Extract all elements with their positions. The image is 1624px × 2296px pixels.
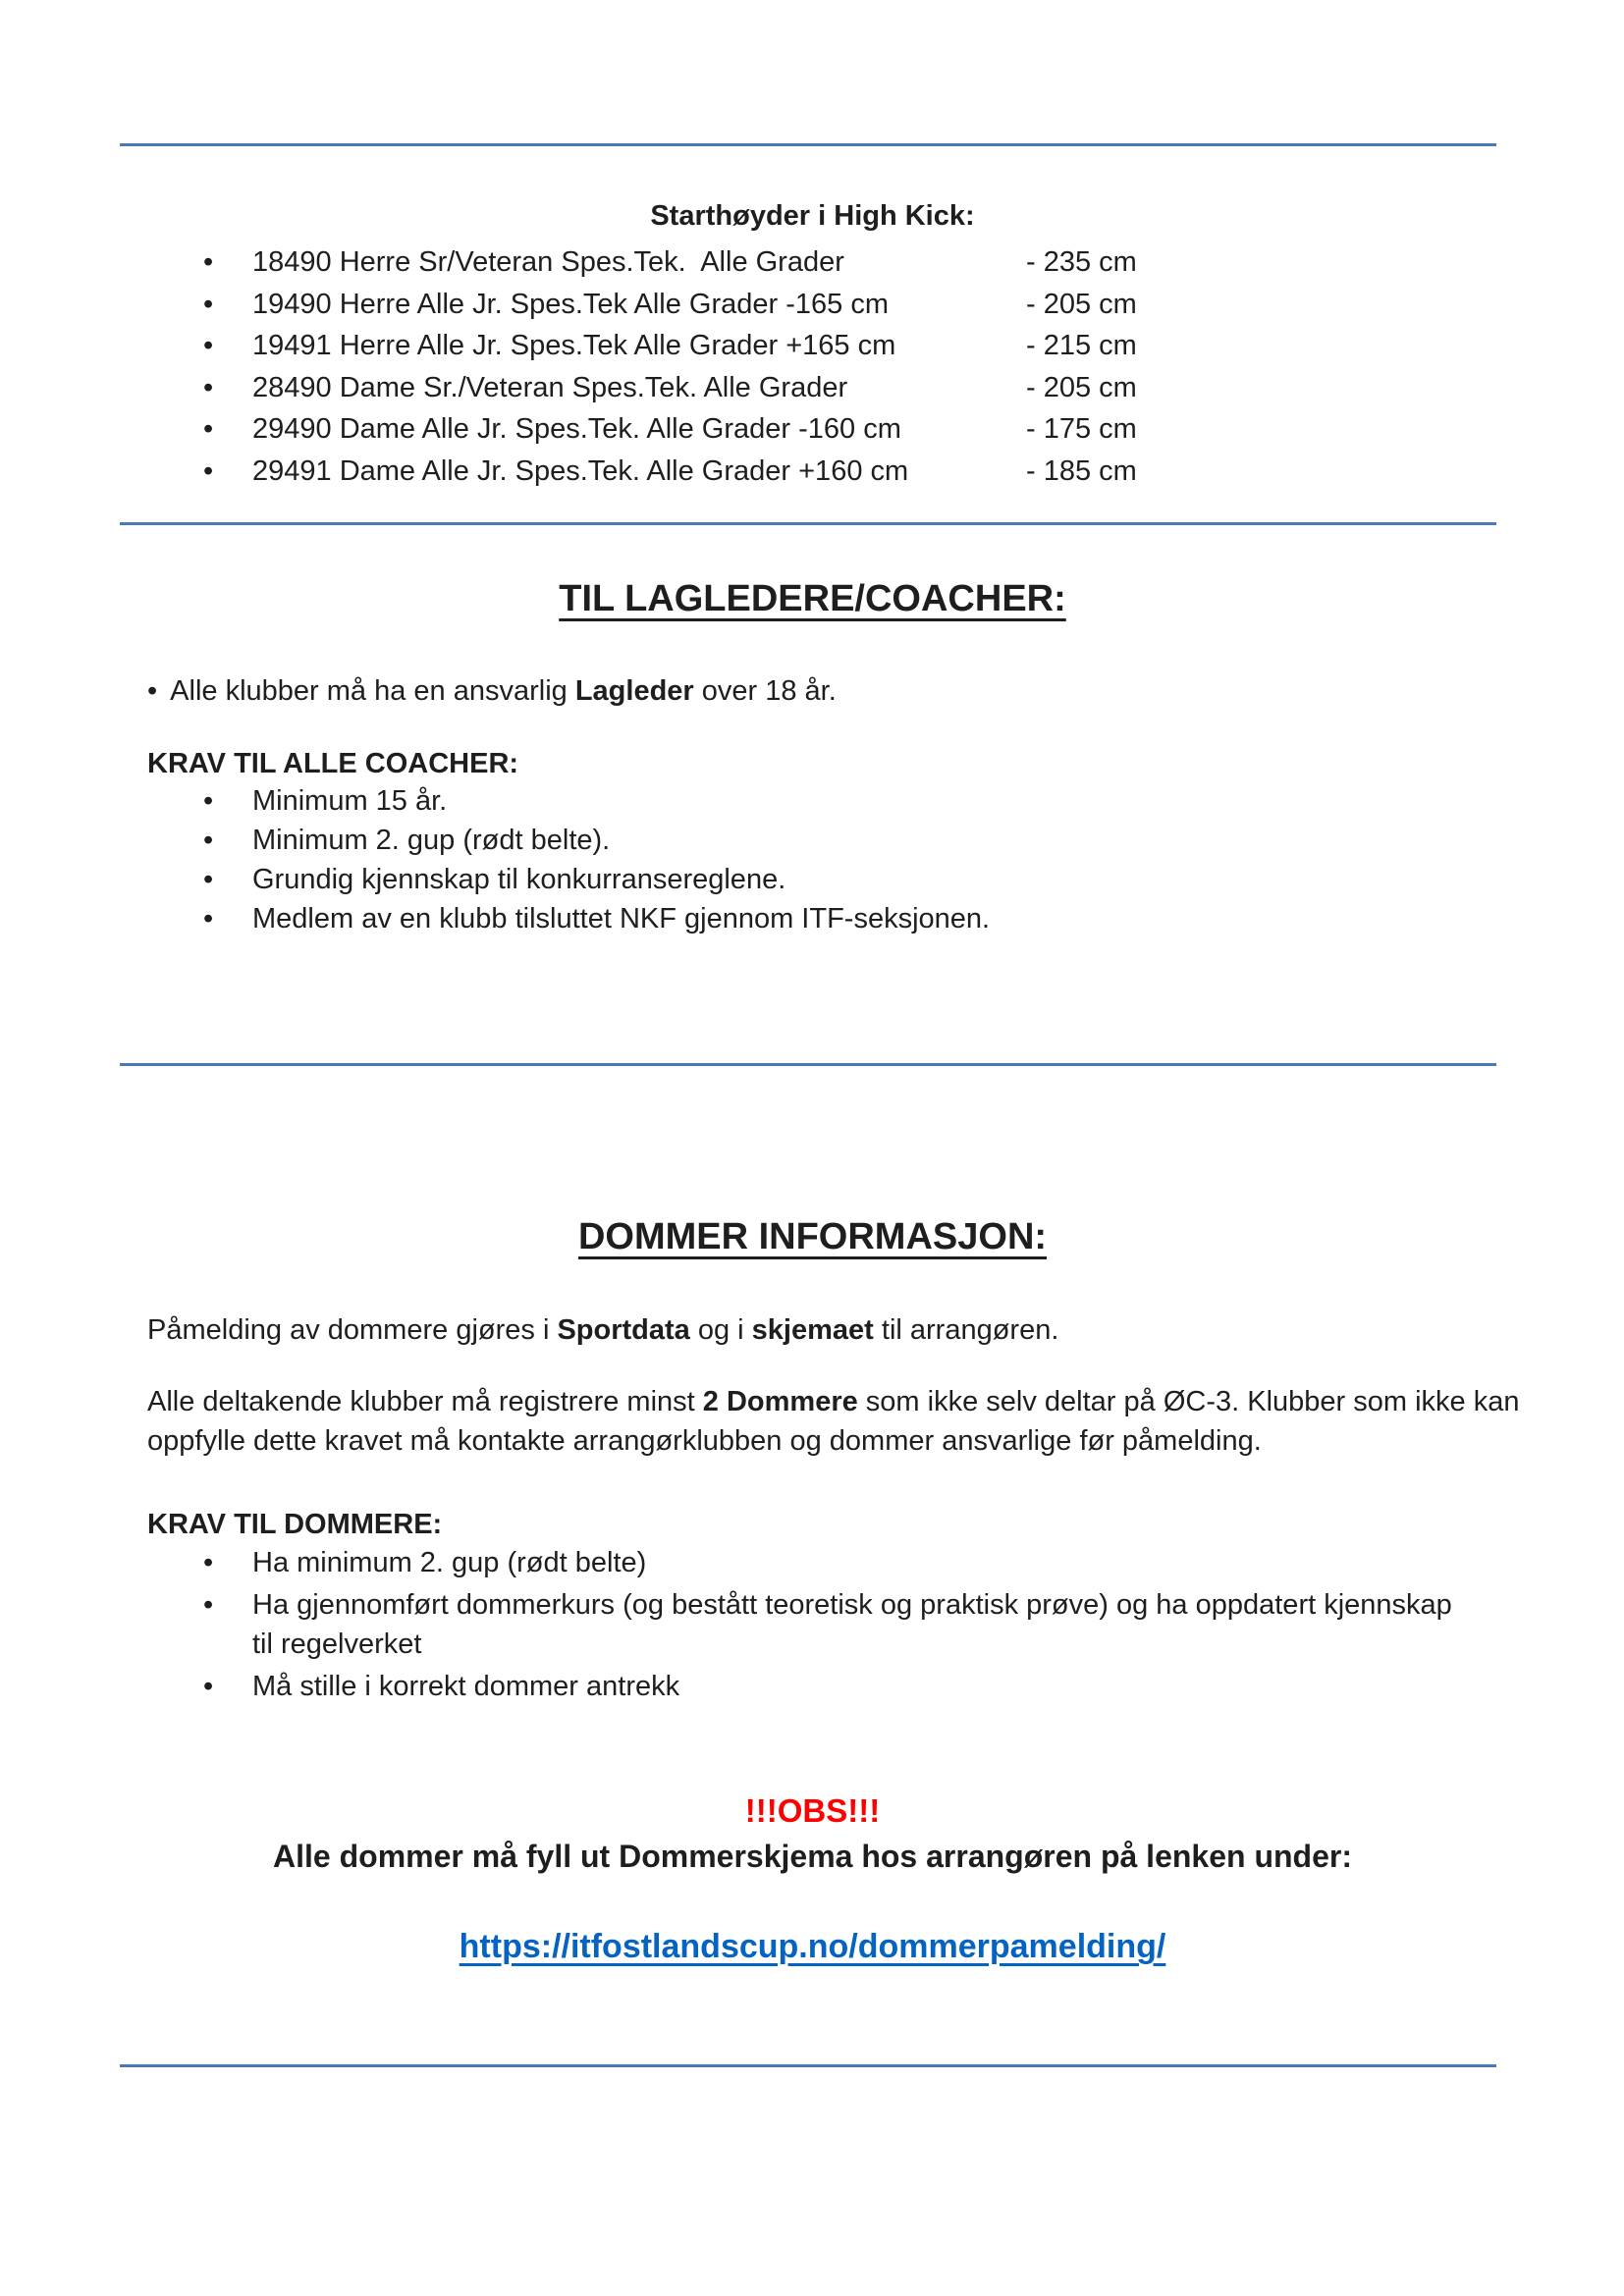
bullet-icon: • [147,675,158,707]
bullet-icon: • [203,288,214,320]
dommer-registration-paragraph [147,1312,1522,1348]
list-item [201,787,1478,816]
high-kick-class-label: 18490 Herre Sr/Veteran Spes.Tek. Alle Grader [252,246,844,278]
section-divider-rule [120,1063,1496,1066]
list-item [201,827,1478,855]
high-kick-row [201,408,1507,451]
para-bold: Sportdata [557,1314,690,1346]
link-row [147,1927,1478,1973]
bullet-icon: • [203,454,214,487]
high-kick-row [201,325,1507,367]
para-text: Alle deltakende klubber må registrere minst [147,1386,703,1417]
bullet-icon: • [203,371,214,403]
section-divider-rule [120,143,1496,146]
bullet-icon: • [203,903,214,934]
bullet-icon: • [203,864,214,895]
list-item-text: Grundig kjennskap til konkurransereglene. [252,864,786,895]
high-kick-list [201,241,1507,492]
high-kick-start-height: - 205 cm [1026,288,1137,320]
lagleder-intro-post: over 18 år. [693,675,837,707]
list-item-text: Ha gjennomført dommerkurs (og bestått teoretisk og praktisk prøve) og ha oppdatert kjennskap til regelverket [252,1589,1452,1660]
para-text: Påmelding av dommere gjøres i [147,1314,558,1346]
list-item [201,1667,1478,1706]
bullet-icon: • [203,1671,214,1702]
coach-requirements-list [201,787,1478,944]
dommer-registration-link[interactable]: https://itfostlandscup.no/dommerpamelding/ [459,1928,1166,1965]
section-divider-rule [120,522,1496,525]
list-item [201,1543,1478,1582]
list-item [201,866,1478,894]
list-item-text: Må stille i korrekt dommer antrekk [252,1671,680,1702]
para-text: som ikke selv deltar på ØC-3. Klubber som ikke kan oppfylle dette kravet må kontakte arrangørklubben og dommer ansvarlige før påmelding. [147,1386,1520,1457]
high-kick-start-height: - 185 cm [1026,454,1137,487]
high-kick-row [201,451,1507,493]
para-bold: 2 Dommere [702,1386,858,1417]
para-text: og i [689,1314,752,1346]
dommer-minimum-paragraph [147,1382,1522,1461]
lagleder-intro-bold: Lagleder [574,675,694,707]
list-item-text: Minimum 2. gup (rødt belte). [252,825,611,856]
list-item-text: Medlem av en klubb tilsluttet NKF gjennom ITF-seksjonen. [252,903,991,934]
high-kick-start-height: - 215 cm [1026,330,1137,361]
lagledere-section-title: TIL LAGLEDERE/COACHER: [559,578,1066,619]
high-kick-class-label: 29491 Dame Alle Jr. Spes.Tek. Alle Grader +160 cm [252,454,909,487]
high-kick-row [201,241,1507,284]
high-kick-class-label: 28490 Dame Sr./Veteran Spes.Tek. Alle Grader [252,371,848,403]
high-kick-start-height: - 175 cm [1026,413,1137,445]
list-item [201,905,1478,934]
coach-requirements-heading: KRAV TIL ALLE COACHER: [147,748,519,779]
para-text: til arrangøren. [873,1314,1059,1346]
bullet-icon: • [203,1547,214,1578]
list-item-text: Ha minimum 2. gup (rødt belte) [252,1547,647,1578]
bullet-icon: • [203,330,214,361]
list-item-text: Minimum 15 år. [252,785,448,817]
para-bold: skjemaet [751,1314,874,1346]
obs-warning: !!!OBS!!! [744,1792,881,1829]
high-kick-class-label: 19490 Herre Alle Jr. Spes.Tek Alle Grader -165 cm [252,288,889,320]
dommer-section-title: DOMMER INFORMASJON: [577,1216,1048,1257]
high-kick-title: Starthøyder i High Kick: [650,200,975,232]
bullet-icon: • [203,825,214,856]
bullet-icon: • [203,413,214,445]
high-kick-start-height: - 205 cm [1026,371,1137,403]
list-item [201,1585,1478,1664]
high-kick-start-height: - 235 cm [1026,246,1137,278]
bullet-icon: • [203,246,214,278]
high-kick-class-label: 19491 Herre Alle Jr. Spes.Tek Alle Grader +165 cm [252,330,896,361]
bullet-icon: • [203,1589,214,1621]
high-kick-class-label: 29490 Dame Alle Jr. Spes.Tek. Alle Grader -160 cm [252,413,901,445]
section-divider-rule [120,2064,1496,2067]
lagleder-requirement-paragraph [147,673,1522,709]
bullet-icon: • [203,785,214,817]
high-kick-row [201,367,1507,409]
dommer-requirements-heading: KRAV TIL DOMMERE: [147,1509,443,1540]
dommerskjema-callout: Alle dommer må fyll ut Dommerskjema hos arrangøren på lenken under: [273,1839,1352,1874]
dommer-requirements-list [201,1543,1478,1709]
lagleder-intro-pre: Alle klubber må ha en ansvarlig [170,675,575,707]
high-kick-row [201,284,1507,326]
